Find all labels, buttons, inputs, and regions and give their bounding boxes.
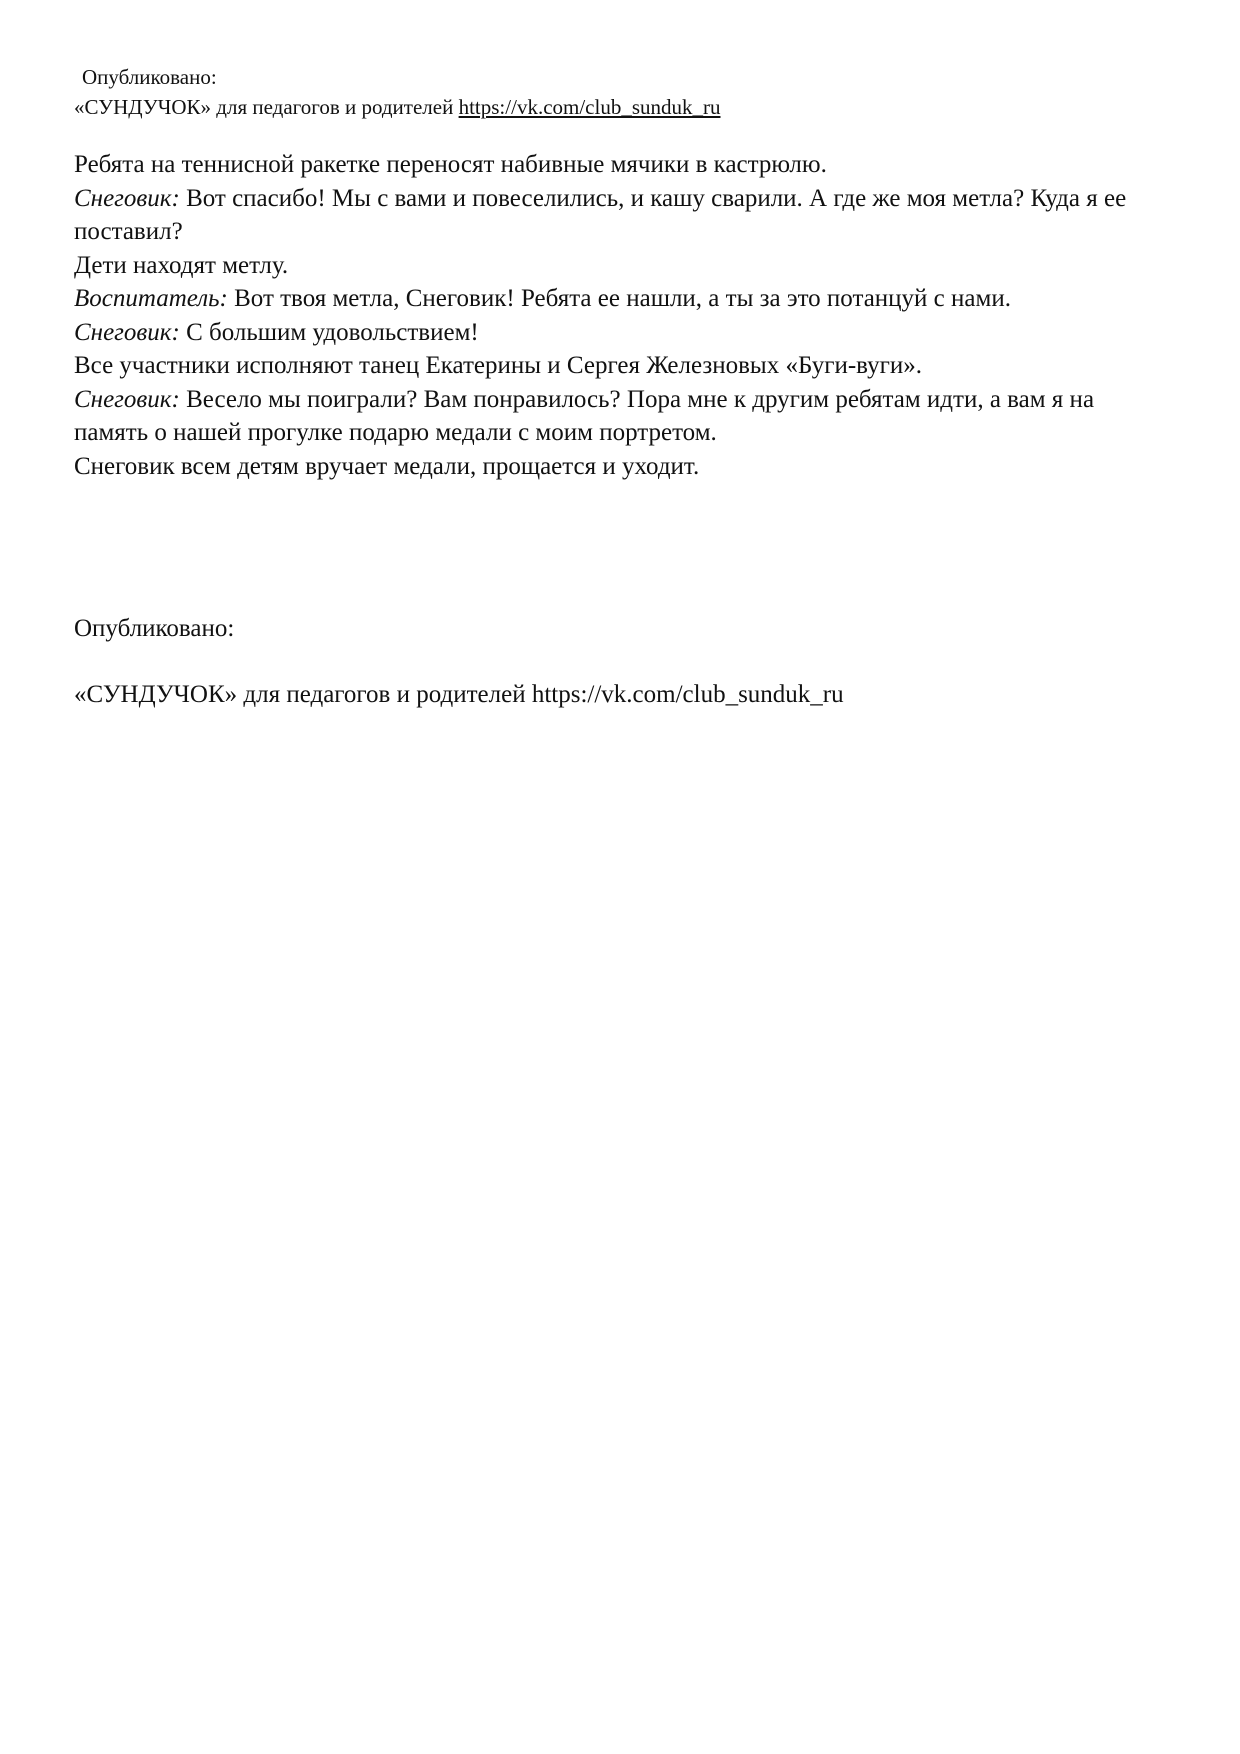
paragraph-text: С большим удовольствием! — [179, 318, 479, 346]
footer-published-label: Опубликовано: — [74, 615, 235, 642]
paragraph — [74, 148, 1174, 182]
paragraph-text: Вот твоя метла, Снеговик! Ребята ее нашли, а ты за это потанцуй с нами. — [227, 285, 1011, 312]
paragraph — [74, 383, 1174, 450]
document-body — [74, 148, 1174, 483]
paragraph — [74, 249, 1174, 283]
page-footer — [74, 612, 1174, 711]
paragraph — [74, 450, 1174, 484]
page-header — [74, 62, 1124, 122]
paragraph — [74, 316, 1174, 350]
footer-org-line: «СУНДУЧОК» для педагогов и родителей https://vk.com/club_sunduk_ru — [74, 680, 844, 708]
paragraph-text: Весело мы поиграли? Вам понравилось? Пора мне к другим ребятам идти, а вам я на память о нашей прогулке подарю медали с моим портретом. — [74, 385, 1095, 446]
header-org-text: «СУНДУЧОК» для педагогов и родителей — [74, 95, 454, 119]
speaker-label: Снеговик: — [74, 318, 180, 346]
speaker-label: Снеговик: — [74, 385, 180, 413]
paragraph-text: Снеговик всем детям вручает медали, прощается и уходит. — [74, 452, 700, 480]
header-published-label: Опубликовано: — [82, 65, 217, 89]
paragraph-text: Все участники исполняют танец Екатерины и Сергея Железновых «Буги-вуги». — [74, 352, 922, 379]
paragraph — [74, 282, 1174, 316]
header-vk-link[interactable]: https://vk.com/club_sunduk_ru — [458, 95, 721, 119]
speaker-label: Снеговик: — [74, 184, 180, 212]
speaker-label: Воспитатель: — [74, 285, 228, 312]
paragraph-text: Ребята на теннисной ракетке переносят набивные мячики в кастрюлю. — [74, 151, 827, 178]
paragraph-text: Вот спасибо! Мы с вами и повеселились, и кашу сварили. А где же моя метла? Куда я ее поставил? — [74, 184, 1127, 245]
paragraph-text: Дети находят метлу. — [74, 251, 289, 279]
paragraph — [74, 349, 1174, 383]
paragraph — [74, 182, 1174, 249]
